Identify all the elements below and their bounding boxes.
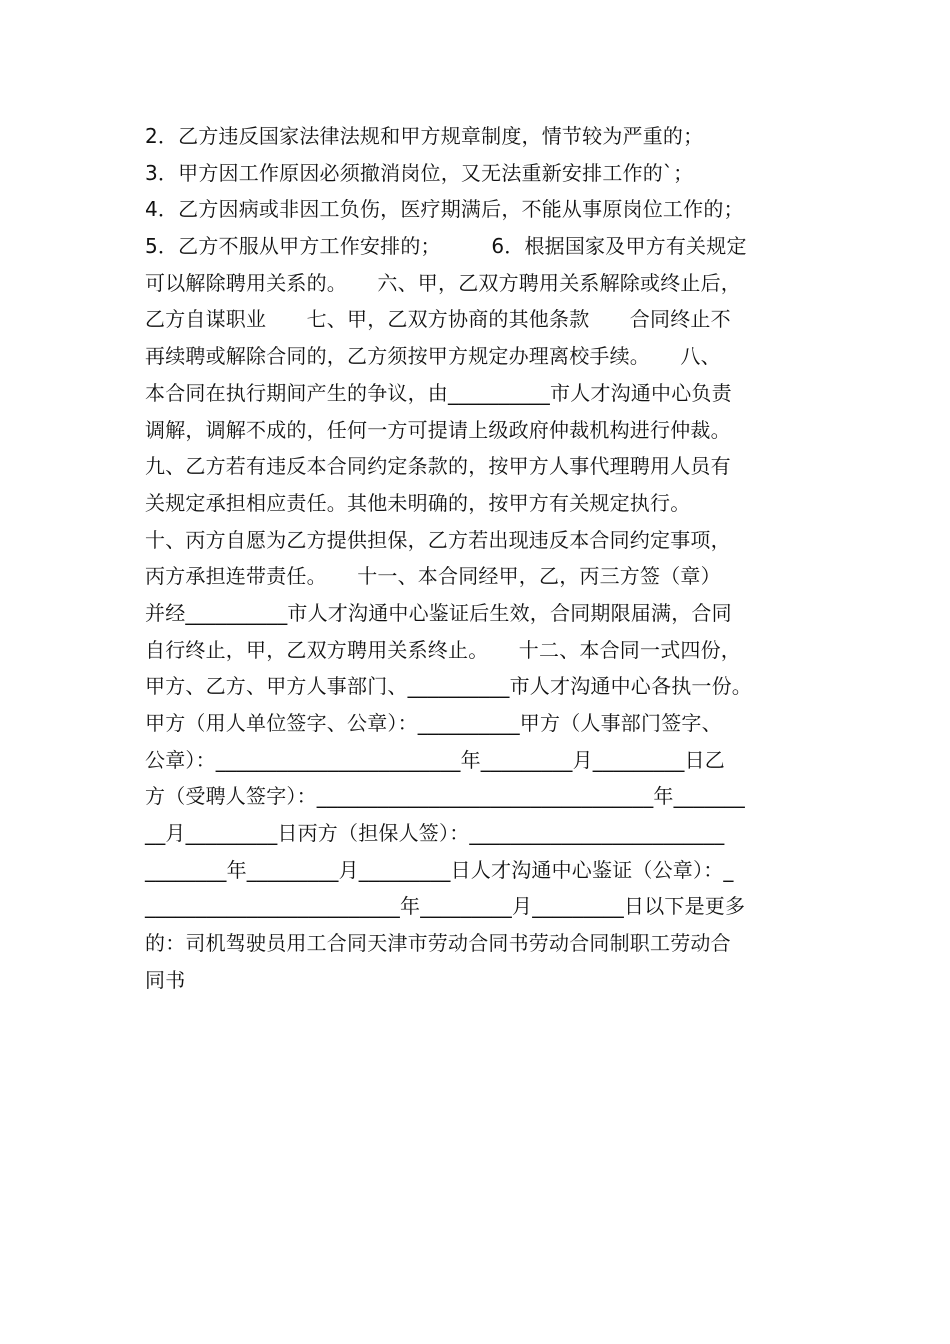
text-line: 再续聘或解除合同的，乙方须按甲方规定办理离校手续。 八、 — [145, 344, 721, 369]
text-line: 4．乙方因病或非因工负伤，医疗期满后，不能从事原岗位工作的； — [145, 197, 744, 222]
text-line: 乙方自谋职业 七、甲，乙双方协商的其他条款 合同终止不 — [145, 307, 731, 332]
text-line: 公章）：________________________年_________月_________日乙 — [145, 747, 725, 772]
text-line: 同书 — [145, 967, 186, 992]
text-line: 九、乙方若有违反本合同约定条款的，按甲方人事代理聘用人员有 — [145, 454, 731, 479]
text-line: 本合同在执行期间产生的争议，由__________市人才沟通中心负责 — [145, 380, 732, 405]
text-line: 自行终止，甲，乙双方聘用关系终止。 十二、本合同一式四份， — [145, 637, 741, 662]
contract-body-text — [145, 118, 815, 999]
text-line: 可以解除聘用关系的。 六、甲，乙双方聘用关系解除或终止后， — [145, 270, 741, 295]
text-line: ________年_________月_________日人才沟通中心鉴证（公章）：_ — [145, 857, 734, 882]
text-line: 的：司机驾驶员用工合同天津市劳动合同书劳动合同制职工劳动合 — [145, 931, 731, 956]
text-line: 甲方、乙方、甲方人事部门、__________市人才沟通中心各执一份。 — [145, 674, 752, 699]
text-line: 3．甲方因工作原因必须撤消岗位，又无法重新安排工作的`； — [145, 160, 694, 185]
text-line: __月_________日丙方（担保人签）：_________________________ — [145, 821, 725, 846]
text-line: 甲方（用人单位签字、公章）：__________甲方（人事部门签字、 — [145, 711, 722, 735]
text-line: 丙方承担连带责任。 十一、本合同经甲，乙，丙三方签（章） — [145, 564, 721, 589]
text-line: 方（受聘人签字）：_________________________________年_______ — [145, 784, 745, 809]
text-line: 调解，调解不成的，任何一方可提请上级政府仲裁机构进行仲裁。 — [145, 417, 731, 442]
text-line: 并经__________市人才沟通中心鉴证后生效，合同期限届满，合同 — [145, 600, 732, 625]
text-line: _________________________年_________月_________日以下是更多 — [145, 894, 746, 919]
text-line: 关规定承担相应责任。其他未明确的，按甲方有关规定执行。 — [145, 490, 691, 515]
text-line: 十、丙方自愿为乙方提供担保，乙方若出现违反本合同约定事项， — [145, 527, 731, 552]
text-line: 5．乙方不服从甲方工作安排的； 6．根据国家及甲方有关规定 — [145, 234, 747, 259]
text-line: 2．乙方违反国家法律法规和甲方规章制度，情节较为严重的； — [145, 124, 704, 148]
